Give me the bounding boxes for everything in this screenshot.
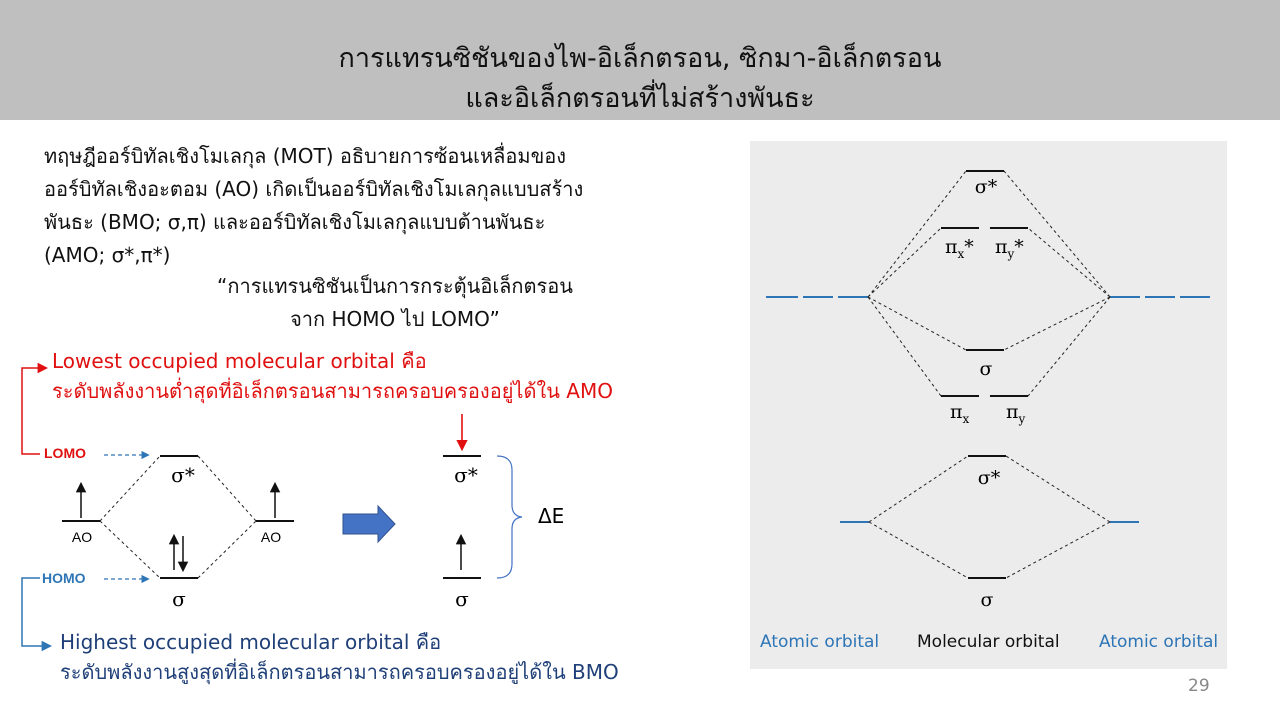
s-orbital-mo-diagram <box>840 456 1139 611</box>
sigma-label: σ <box>172 587 186 611</box>
sigma-label: σ <box>455 587 469 611</box>
pi-y-star-label: $\pi_y*$ <box>995 236 1024 261</box>
molecular-orbital-label: Molecular orbital <box>917 632 1060 652</box>
intro-line: พันธะ (BMO; σ,π) และออร์บิทัลเชิงโมเลกุลแบบต้านพันธะ <box>44 210 546 234</box>
ao-label-left: AO <box>71 529 93 545</box>
sigma-label: σ <box>979 358 993 380</box>
sigma-star-label: σ* <box>454 463 478 487</box>
transition-block-arrow <box>343 506 395 542</box>
sigma-star-label: σ* <box>974 176 998 198</box>
lomo-label: LOMO <box>44 445 86 461</box>
intro-line: ทฤษฎีออร์บิทัลเชิงโมเลกุล (MOT) อธิบายการซ้อนเหลื่อมของ <box>44 144 567 168</box>
p-orbital-mo-diagram <box>766 171 1210 426</box>
homo-definition-line-2: ระดับพลังงานสูงสุดที่อิเล็กตรอนสามารถครอบครองอยู่ได้ใน BMO <box>60 660 619 684</box>
lomo-definition-line-2: ระดับพลังงานต่ำสุดที่อิเล็กตรอนสามารถครอบครองอยู่ได้ใน AMO <box>52 379 613 403</box>
sigma-star-label: σ* <box>171 463 195 487</box>
excited-state-diagram <box>443 414 564 611</box>
homo-label: HOMO <box>42 570 86 586</box>
homo-connector <box>22 578 50 646</box>
pi-x-star-label: $\pi_x*$ <box>945 236 974 261</box>
page-number: 29 <box>1188 676 1210 696</box>
lomo-definition-line-1: Lowest occupied molecular orbital คือ <box>52 349 427 373</box>
intro-line: (AMO; σ*,π*) <box>44 243 171 267</box>
homo-definition-line-1: Highest occupied molecular orbital คือ <box>60 630 442 654</box>
lomo-connector <box>22 368 46 454</box>
pi-y-label: $\pi_y$ <box>1006 401 1026 426</box>
slide-title-line-1: การแทรนซิชันของไพ-อิเล็กตรอน, ซิกมา-อิเล็กตรอน <box>338 43 942 74</box>
ao-label-right: AO <box>260 529 282 545</box>
sigma-star-label: σ* <box>977 467 1001 489</box>
delta-e-label: ΔE <box>538 504 565 528</box>
ground-state-diagram <box>62 456 294 611</box>
pi-x-label: $\pi_x$ <box>950 401 970 426</box>
sigma-label: σ <box>980 589 994 611</box>
intro-line: ออร์บิทัลเชิงอะตอม (AO) เกิดเป็นออร์บิทัลเชิงโมเลกุลแบบสร้าง <box>44 177 584 201</box>
quote-line-1: “การแทรนซิชันเป็นการกระตุ้นอิเล็กตรอน <box>217 274 573 298</box>
atomic-orbital-label-right: Atomic orbital <box>1099 632 1219 652</box>
atomic-orbital-label-left: Atomic orbital <box>760 632 880 652</box>
quote-line-2: จาก HOMO ไป LOMO” <box>290 307 500 331</box>
delta-e-brace <box>497 456 522 578</box>
slide-title-line-2: และอิเล็กตรอนที่ไม่สร้างพันธะ <box>465 83 815 114</box>
